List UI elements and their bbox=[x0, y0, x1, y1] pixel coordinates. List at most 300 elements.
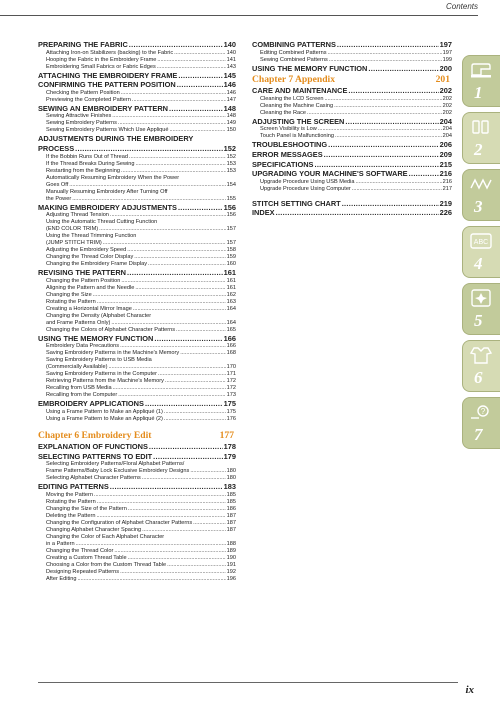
toc-entry-title: PROCESS bbox=[38, 143, 75, 153]
dot-leader bbox=[128, 555, 226, 562]
toc-subentry[interactable] bbox=[38, 364, 236, 371]
toc-subentry[interactable] bbox=[38, 278, 236, 285]
toc-entry-page: 175 bbox=[223, 399, 236, 409]
chapter-tab-3[interactable] bbox=[462, 169, 500, 221]
toc-entry-page: 209 bbox=[439, 149, 452, 159]
toc-entry-title: INDEX bbox=[252, 208, 275, 218]
dot-leader bbox=[120, 569, 226, 576]
toc-heading[interactable] bbox=[252, 140, 452, 150]
toc-entry-title: SPECIFICATIONS bbox=[252, 159, 314, 169]
toc-entry-page: 150 bbox=[226, 127, 236, 134]
chapter-tab-2[interactable] bbox=[462, 112, 500, 164]
toc-entry-page: 183 bbox=[223, 482, 236, 492]
dot-leader bbox=[178, 71, 222, 81]
toc-entry-page: 159 bbox=[226, 254, 236, 261]
toc-entry-page: 165 bbox=[226, 326, 236, 333]
dot-leader bbox=[335, 133, 442, 140]
toc-entry-page: 185 bbox=[226, 491, 236, 498]
toc-entry-page: 164 bbox=[226, 305, 236, 312]
toc-entry-title: After Editing bbox=[46, 575, 77, 582]
appendix-icon bbox=[469, 402, 493, 422]
toc-subentry[interactable] bbox=[38, 513, 236, 520]
toc-entry-title: Deleting the Pattern bbox=[46, 512, 96, 519]
toc-subentry[interactable] bbox=[38, 548, 236, 555]
toc-entry-title: CARE AND MAINTENANCE bbox=[252, 86, 348, 96]
toc-entry-page: 191 bbox=[226, 561, 236, 568]
toc-subentry[interactable] bbox=[252, 50, 452, 57]
dot-leader bbox=[99, 226, 226, 233]
dot-leader bbox=[113, 385, 226, 392]
dot-leader bbox=[120, 343, 226, 350]
toc-entry-page: 192 bbox=[226, 568, 236, 575]
dot-leader bbox=[157, 57, 225, 64]
dot-leader bbox=[110, 482, 223, 492]
toc-entry-title: Touch Panel is Malfunctioning bbox=[260, 133, 335, 140]
dot-leader bbox=[345, 117, 438, 127]
chapter-tab-number: 4 bbox=[474, 254, 483, 273]
dot-leader bbox=[324, 150, 439, 160]
toc-subentry[interactable] bbox=[38, 154, 236, 161]
dot-leader bbox=[167, 562, 226, 569]
toc-entry-page: 153 bbox=[226, 167, 236, 174]
dot-leader bbox=[158, 371, 226, 378]
dot-leader bbox=[148, 261, 226, 268]
toc-subentry[interactable] bbox=[38, 299, 236, 306]
toc-entry-title: EDITING PATTERNS bbox=[38, 482, 109, 492]
toc-subentry[interactable] bbox=[38, 50, 236, 57]
toc-heading[interactable] bbox=[252, 64, 452, 74]
toc-entry-page: 164 bbox=[226, 319, 236, 326]
toc-entry-page: 226 bbox=[439, 208, 452, 218]
dot-leader bbox=[153, 452, 223, 462]
toc-subentry[interactable] bbox=[38, 541, 236, 548]
toc-entry-title: Sewing Embroidery Patterns bbox=[46, 120, 117, 127]
toc-entry-title: EMBROIDERY APPLICATIONS bbox=[38, 399, 144, 409]
toc-entry-page: 145 bbox=[223, 70, 236, 80]
toc-entry-title: (END COLOR TRIM) bbox=[46, 226, 99, 233]
toc-entry-page: 146 bbox=[226, 89, 236, 96]
chapter-tabs bbox=[462, 55, 500, 454]
header-title: Contents bbox=[445, 2, 478, 11]
toc-entry-title: Retrieving Patterns from the Machine's Memory bbox=[46, 378, 164, 385]
dot-leader bbox=[337, 40, 439, 50]
dot-leader bbox=[154, 334, 222, 344]
toc-entry-page: 200 bbox=[439, 63, 452, 73]
toc-subentry[interactable] bbox=[38, 392, 236, 399]
toc-subentry-line: Manually Resuming Embroidery After Turning Off bbox=[46, 188, 168, 195]
dot-leader bbox=[103, 240, 226, 247]
toc-subentry[interactable] bbox=[38, 306, 236, 313]
svg-text:?: ? bbox=[480, 407, 486, 416]
toc-entry-title: Changing the Configuration of Alphabet Character Patterns bbox=[46, 519, 193, 526]
toc-entry-title: Attaching Iron-on Stabilizers (backing) to the Fabric bbox=[46, 49, 174, 56]
dot-leader bbox=[108, 364, 225, 371]
toc-entry-page: 166 bbox=[223, 333, 236, 343]
toc-subentry[interactable] bbox=[38, 555, 236, 562]
toc-entry-title: Saving Embroidery Patterns in the Computer bbox=[46, 371, 157, 378]
toc-entry-page: 202 bbox=[442, 95, 452, 102]
toc-entry-page: 216 bbox=[439, 169, 452, 179]
toc-right-column bbox=[252, 40, 452, 218]
toc-entry-page: 161 bbox=[226, 277, 236, 284]
toc-entry-page: 171 bbox=[226, 371, 236, 378]
toc-entry-title: (JUMP STITCH TRIM) bbox=[46, 240, 102, 247]
toc-entry-title: Rotating the Pattern bbox=[46, 498, 96, 505]
toc-subentry[interactable] bbox=[38, 254, 236, 261]
toc-heading[interactable] bbox=[252, 86, 452, 96]
footer-rule bbox=[38, 682, 458, 683]
toc-entry-page: 175 bbox=[226, 408, 236, 415]
dot-leader bbox=[149, 442, 223, 452]
toc-subentry[interactable] bbox=[38, 113, 236, 120]
toc-left-column bbox=[38, 40, 236, 583]
toc-entry-title: Screen Visibility is Low bbox=[260, 126, 317, 133]
toc-subentry[interactable] bbox=[38, 378, 236, 385]
toc-entry-page: 180 bbox=[226, 475, 236, 482]
toc-entry-page: 204 bbox=[442, 126, 452, 133]
chapter-heading[interactable] bbox=[252, 73, 452, 86]
chapter-tab-5[interactable] bbox=[462, 283, 500, 335]
toc-entry-page: 148 bbox=[226, 113, 236, 120]
toc-entry-page: 188 bbox=[226, 540, 236, 547]
toc-entry-page: 156 bbox=[223, 202, 236, 212]
toc-entry-page: 178 bbox=[223, 441, 236, 451]
chapter-title: Chapter 7 Appendix bbox=[252, 74, 335, 86]
toc-subentry[interactable] bbox=[38, 64, 236, 71]
toc-subentry[interactable] bbox=[38, 161, 236, 168]
dot-leader bbox=[329, 57, 442, 64]
toc-entry-page: 168 bbox=[226, 350, 236, 357]
toc-subentry[interactable] bbox=[38, 320, 236, 327]
toc-entry-title: Adjusting Thread Tension bbox=[46, 212, 109, 219]
toc-entry-title: Upgrade Procedure Using USB Media bbox=[260, 178, 355, 185]
dot-leader bbox=[127, 268, 223, 278]
toc-heading[interactable] bbox=[38, 399, 236, 409]
toc-subentry-line: Selecting Embroidery Patterns/Floral Alphabet Patterns/ bbox=[46, 461, 185, 468]
toc-subentry[interactable] bbox=[38, 562, 236, 569]
toc-entry-page: 140 bbox=[223, 40, 236, 49]
toc-entry-page: 179 bbox=[223, 451, 236, 461]
toc-subentry[interactable] bbox=[38, 292, 236, 299]
toc-entry-page: 206 bbox=[439, 140, 452, 150]
toc-heading[interactable] bbox=[252, 150, 452, 160]
toc-entry-title: Cleaning the Race bbox=[260, 109, 307, 116]
toc-subentry[interactable] bbox=[38, 506, 236, 513]
toc-entry-page: 143 bbox=[226, 63, 236, 70]
toc-entry-title: Creating a Horizontal Mirror Image bbox=[46, 305, 132, 312]
toc-entry-title: Changing the Colors of Alphabet Character Patterns bbox=[46, 326, 176, 333]
dot-leader bbox=[176, 327, 226, 334]
toc-subentry[interactable] bbox=[252, 57, 452, 64]
dot-leader bbox=[94, 492, 226, 499]
toc-entry-title: Saving Embroidery Patterns in the Machine's Memory bbox=[46, 350, 180, 357]
toc-entry-page: 146 bbox=[223, 80, 236, 90]
toc-entry-page: 204 bbox=[439, 116, 452, 126]
dot-leader bbox=[165, 378, 226, 385]
toc-subentry[interactable] bbox=[38, 57, 236, 64]
dot-leader bbox=[145, 399, 223, 409]
toc-heading[interactable] bbox=[38, 144, 236, 154]
toc-entry-title: Sewing Attractive Finishes bbox=[46, 113, 112, 120]
toc-subentry[interactable] bbox=[38, 90, 236, 97]
dot-leader bbox=[133, 306, 226, 313]
toc-entry-title: TROUBLESHOOTING bbox=[252, 140, 328, 150]
toc-entry-title: COMBINING PATTERNS bbox=[252, 40, 336, 49]
toc-subentry[interactable] bbox=[38, 261, 236, 268]
toc-heading[interactable] bbox=[38, 104, 236, 114]
toc-entry-title: Designing Repeated Patterns bbox=[46, 568, 120, 575]
dot-leader bbox=[356, 179, 442, 186]
dot-leader bbox=[77, 576, 225, 583]
toc-entry-title: CONFIRMING THE PATTERN POSITION bbox=[38, 80, 176, 90]
toc-entry-page: 185 bbox=[226, 498, 236, 505]
toc-entry-title: Changing Alphabet Character Spacing bbox=[46, 526, 142, 533]
toc-entry-title: and Frame Patterns Only) bbox=[46, 319, 111, 326]
toc-heading[interactable] bbox=[38, 203, 236, 213]
embroidery-frame-icon bbox=[469, 288, 493, 308]
toc-subentry[interactable] bbox=[38, 285, 236, 292]
toc-subentry[interactable] bbox=[252, 96, 452, 103]
toc-subentry[interactable] bbox=[252, 186, 452, 193]
toc-subentry[interactable] bbox=[38, 127, 236, 134]
dot-leader bbox=[121, 168, 226, 175]
chapter-tab-number: 5 bbox=[474, 311, 483, 330]
toc-entry-page: 187 bbox=[226, 526, 236, 533]
toc-entry-title: SEWING AN EMBROIDERY PATTERN bbox=[38, 103, 169, 113]
dot-leader bbox=[111, 320, 225, 327]
chapter-tab-6[interactable] bbox=[462, 340, 500, 392]
dot-leader bbox=[97, 299, 226, 306]
toc-entry-page: 141 bbox=[226, 56, 236, 63]
dot-leader bbox=[72, 196, 225, 203]
toc-heading[interactable] bbox=[38, 442, 236, 452]
chapter-tab-number: 1 bbox=[474, 83, 483, 102]
dot-leader bbox=[328, 140, 439, 150]
toc-entry-page: 202 bbox=[442, 109, 452, 116]
toc-subentry[interactable] bbox=[38, 385, 236, 392]
chapter-page: 177 bbox=[219, 429, 234, 441]
toc-entry-page: 215 bbox=[439, 159, 452, 169]
toc-entry-title: SELECTING PATTERNS TO EDIT bbox=[38, 451, 153, 461]
toc-heading[interactable] bbox=[38, 40, 236, 50]
dot-leader bbox=[190, 468, 225, 475]
toc-entry-title: Embroidering Small Fabrics or Fabric Edges bbox=[46, 63, 156, 70]
toc-subentry[interactable] bbox=[252, 103, 452, 110]
sewing-machine-icon bbox=[469, 60, 493, 80]
toc-heading[interactable] bbox=[252, 160, 452, 170]
toc-subentry[interactable] bbox=[38, 247, 236, 254]
toc-heading[interactable] bbox=[38, 452, 236, 462]
dot-leader bbox=[114, 548, 225, 555]
toc-entry-page: 197 bbox=[442, 49, 452, 56]
toc-entry-page: 172 bbox=[226, 385, 236, 392]
toc-entry-title: Goes Off bbox=[46, 181, 69, 188]
toc-heading[interactable] bbox=[38, 80, 236, 90]
dot-leader bbox=[134, 254, 225, 261]
toc-heading[interactable] bbox=[38, 71, 236, 81]
toc-entry-title: PREPARING THE FABRIC bbox=[38, 40, 128, 49]
toc-subentry[interactable] bbox=[38, 240, 236, 247]
toc-subentry[interactable] bbox=[252, 126, 452, 133]
toc-heading[interactable] bbox=[38, 268, 236, 278]
toc-entry-title: Sewing Embroidery Patterns Which Use Appliqué bbox=[46, 127, 169, 134]
chapter-tab-number: 6 bbox=[474, 368, 483, 387]
toc-subentry[interactable] bbox=[38, 475, 236, 482]
dot-leader bbox=[142, 475, 226, 482]
toc-heading[interactable] bbox=[252, 117, 452, 127]
toc-entry-page: 187 bbox=[226, 512, 236, 519]
toc-subentry[interactable] bbox=[38, 527, 236, 534]
toc-entry-page: 202 bbox=[439, 86, 452, 96]
dot-leader bbox=[276, 208, 439, 218]
toc-entry-page: 176 bbox=[226, 415, 236, 422]
toc-entry-page: 158 bbox=[226, 247, 236, 254]
toc-entry-page: 187 bbox=[226, 519, 236, 526]
toc-entry-title: Changing the Size bbox=[46, 291, 92, 298]
toc-subentry[interactable] bbox=[38, 196, 236, 203]
dot-leader bbox=[328, 50, 442, 57]
dot-leader bbox=[169, 104, 223, 114]
chapter-page: 201 bbox=[435, 74, 450, 86]
dot-leader bbox=[170, 127, 226, 134]
toc-entry-title: USING THE MEMORY FUNCTION bbox=[252, 63, 368, 73]
toc-subentry[interactable] bbox=[38, 97, 236, 104]
chapter-tab-number: 2 bbox=[474, 140, 483, 159]
toc-subentry[interactable] bbox=[252, 179, 452, 186]
toc-entry-title: Embroidery Data Precautions bbox=[46, 343, 120, 350]
toc-subentry[interactable] bbox=[38, 569, 236, 576]
toc-heading[interactable] bbox=[38, 482, 236, 492]
chapter-tab-4[interactable] bbox=[462, 226, 500, 278]
toc-entry-page: 157 bbox=[226, 240, 236, 247]
toc-subentry[interactable] bbox=[38, 120, 236, 127]
toc-subentry[interactable] bbox=[38, 409, 236, 416]
toc-entry-page: 197 bbox=[439, 40, 452, 49]
toc-entry-title: Upgrade Procedure Using Computer bbox=[260, 185, 351, 192]
toc-subentry[interactable] bbox=[38, 520, 236, 527]
toc-entry-page: 160 bbox=[226, 261, 236, 268]
chapter-heading[interactable] bbox=[38, 429, 236, 442]
toc-entry-title: ADJUSTING THE SCREEN bbox=[252, 116, 345, 126]
dot-leader bbox=[136, 161, 226, 168]
toc-subentry-line: Using the Automatic Thread Cutting Function bbox=[46, 219, 158, 226]
dot-leader bbox=[164, 416, 226, 423]
dot-leader bbox=[118, 120, 226, 127]
toc-entry-title: MAKING EMBROIDERY ADJUSTMENTS bbox=[38, 202, 177, 212]
toc-entry-title: Aligning the Pattern and the Needle bbox=[46, 284, 135, 291]
toc-subentry[interactable] bbox=[38, 416, 236, 423]
toc-entry-title: Cleaning the LCD Screen bbox=[260, 95, 324, 102]
toc-entry-page: 162 bbox=[226, 291, 236, 298]
toc-subentry[interactable] bbox=[252, 133, 452, 140]
character-abc-icon bbox=[469, 231, 493, 251]
toc-entry-page: 202 bbox=[442, 102, 452, 109]
toc-subentry-line: Automatically Resuming Embroidery When the Power bbox=[46, 174, 180, 181]
dot-leader bbox=[157, 64, 226, 71]
toc-subentry[interactable] bbox=[38, 226, 236, 233]
toc-heading[interactable] bbox=[252, 40, 452, 50]
dot-leader bbox=[178, 203, 223, 213]
toc-entry-page: 180 bbox=[226, 468, 236, 475]
toc-entry-page: 189 bbox=[226, 547, 236, 554]
toc-heading[interactable] bbox=[252, 199, 452, 209]
toc-subentry[interactable] bbox=[252, 110, 452, 117]
dot-leader bbox=[129, 154, 226, 161]
toc-entry-title: Checking the Pattern Position bbox=[46, 89, 120, 96]
toc-heading[interactable] bbox=[252, 169, 452, 179]
toc-entry-page: 166 bbox=[226, 343, 236, 350]
dot-leader bbox=[342, 199, 439, 209]
toc-subentry[interactable] bbox=[38, 343, 236, 350]
dot-leader bbox=[314, 160, 438, 170]
toc-subentry[interactable] bbox=[38, 327, 236, 334]
dot-leader bbox=[318, 126, 442, 133]
toc-entry-title: (Commercially Available) bbox=[46, 364, 108, 371]
dot-leader bbox=[127, 247, 225, 254]
dot-leader bbox=[132, 97, 226, 104]
toc-subentry[interactable] bbox=[38, 182, 236, 189]
dot-leader bbox=[121, 278, 225, 285]
toc-subentry[interactable] bbox=[38, 168, 236, 175]
toc-entry-page: 152 bbox=[226, 153, 236, 160]
toc-entry-title: STITCH SETTING CHART bbox=[252, 198, 341, 208]
toc-entry-page: 156 bbox=[226, 212, 236, 219]
toc-subentry[interactable] bbox=[38, 468, 236, 475]
toc-entry-title: Recalling from the Computer bbox=[46, 392, 118, 399]
dot-leader bbox=[352, 186, 442, 193]
toc-entry-title: Restarting from the Beginning bbox=[46, 167, 121, 174]
toc-heading[interactable] bbox=[38, 334, 236, 344]
toc-entry-title: ATTACHING THE EMBROIDERY FRAME bbox=[38, 70, 178, 80]
toc-entry-title: Hooping the Fabric in the Embroidery Frame bbox=[46, 56, 157, 63]
toc-entry-title: Sewing Combined Patterns bbox=[260, 56, 328, 63]
toc-entry-title: Creating a Custom Thread Table bbox=[46, 554, 127, 561]
toc-subentry[interactable] bbox=[38, 576, 236, 583]
toc-entry-page: 199 bbox=[442, 56, 452, 63]
chapter-tab-1[interactable] bbox=[462, 55, 500, 107]
chapter-tab-7[interactable] bbox=[462, 397, 500, 449]
toc-entry-title: Using a Frame Pattern to Make an Appliqué (2) bbox=[46, 415, 163, 422]
toc-entry-page: 148 bbox=[223, 103, 236, 113]
toc-subentry[interactable] bbox=[38, 212, 236, 219]
dot-leader bbox=[368, 64, 438, 74]
dot-leader bbox=[193, 520, 226, 527]
toc-subentry-line: Saving Embroidery Patterns to USB Media bbox=[46, 357, 152, 364]
toc-entry-title: Recalling from USB Media bbox=[46, 385, 112, 392]
toc-entry-title: Using a Frame Pattern to Make an Appliqué (1) bbox=[46, 408, 163, 415]
toc-entry-page: 161 bbox=[223, 268, 236, 278]
toc-entry-title: Rotating the Pattern bbox=[46, 298, 96, 305]
toc-entry-page: 186 bbox=[226, 505, 236, 512]
toc-subentry[interactable] bbox=[38, 492, 236, 499]
toc-subentry-line: Changing the Color of Each Alphabet Character bbox=[46, 533, 165, 540]
toc-entry-title: EXPLANATION OF FUNCTIONS bbox=[38, 441, 148, 451]
toc-entry-page: 219 bbox=[439, 198, 452, 208]
toc-subentry[interactable] bbox=[38, 350, 236, 357]
toc-subentry-line: Using the Thread Trimming Function bbox=[46, 233, 137, 240]
dot-leader bbox=[409, 169, 439, 179]
toc-entry-title: Choosing a Color from the Custom Thread Table bbox=[46, 561, 167, 568]
toc-entry-page: 204 bbox=[442, 133, 452, 140]
toc-subentry[interactable] bbox=[38, 499, 236, 506]
toc-heading[interactable] bbox=[252, 208, 452, 218]
toc-entry-title: Frame Patterns/Baby Lock Exclusive Embroidery Designs bbox=[46, 468, 190, 475]
dot-leader bbox=[334, 103, 442, 110]
toc-entry-title: USING THE MEMORY FUNCTION bbox=[38, 333, 154, 343]
dot-leader bbox=[112, 113, 225, 120]
toc-subentry[interactable] bbox=[38, 371, 236, 378]
toc-entry-title: Changing the Embroidery Frame Display bbox=[46, 261, 148, 268]
